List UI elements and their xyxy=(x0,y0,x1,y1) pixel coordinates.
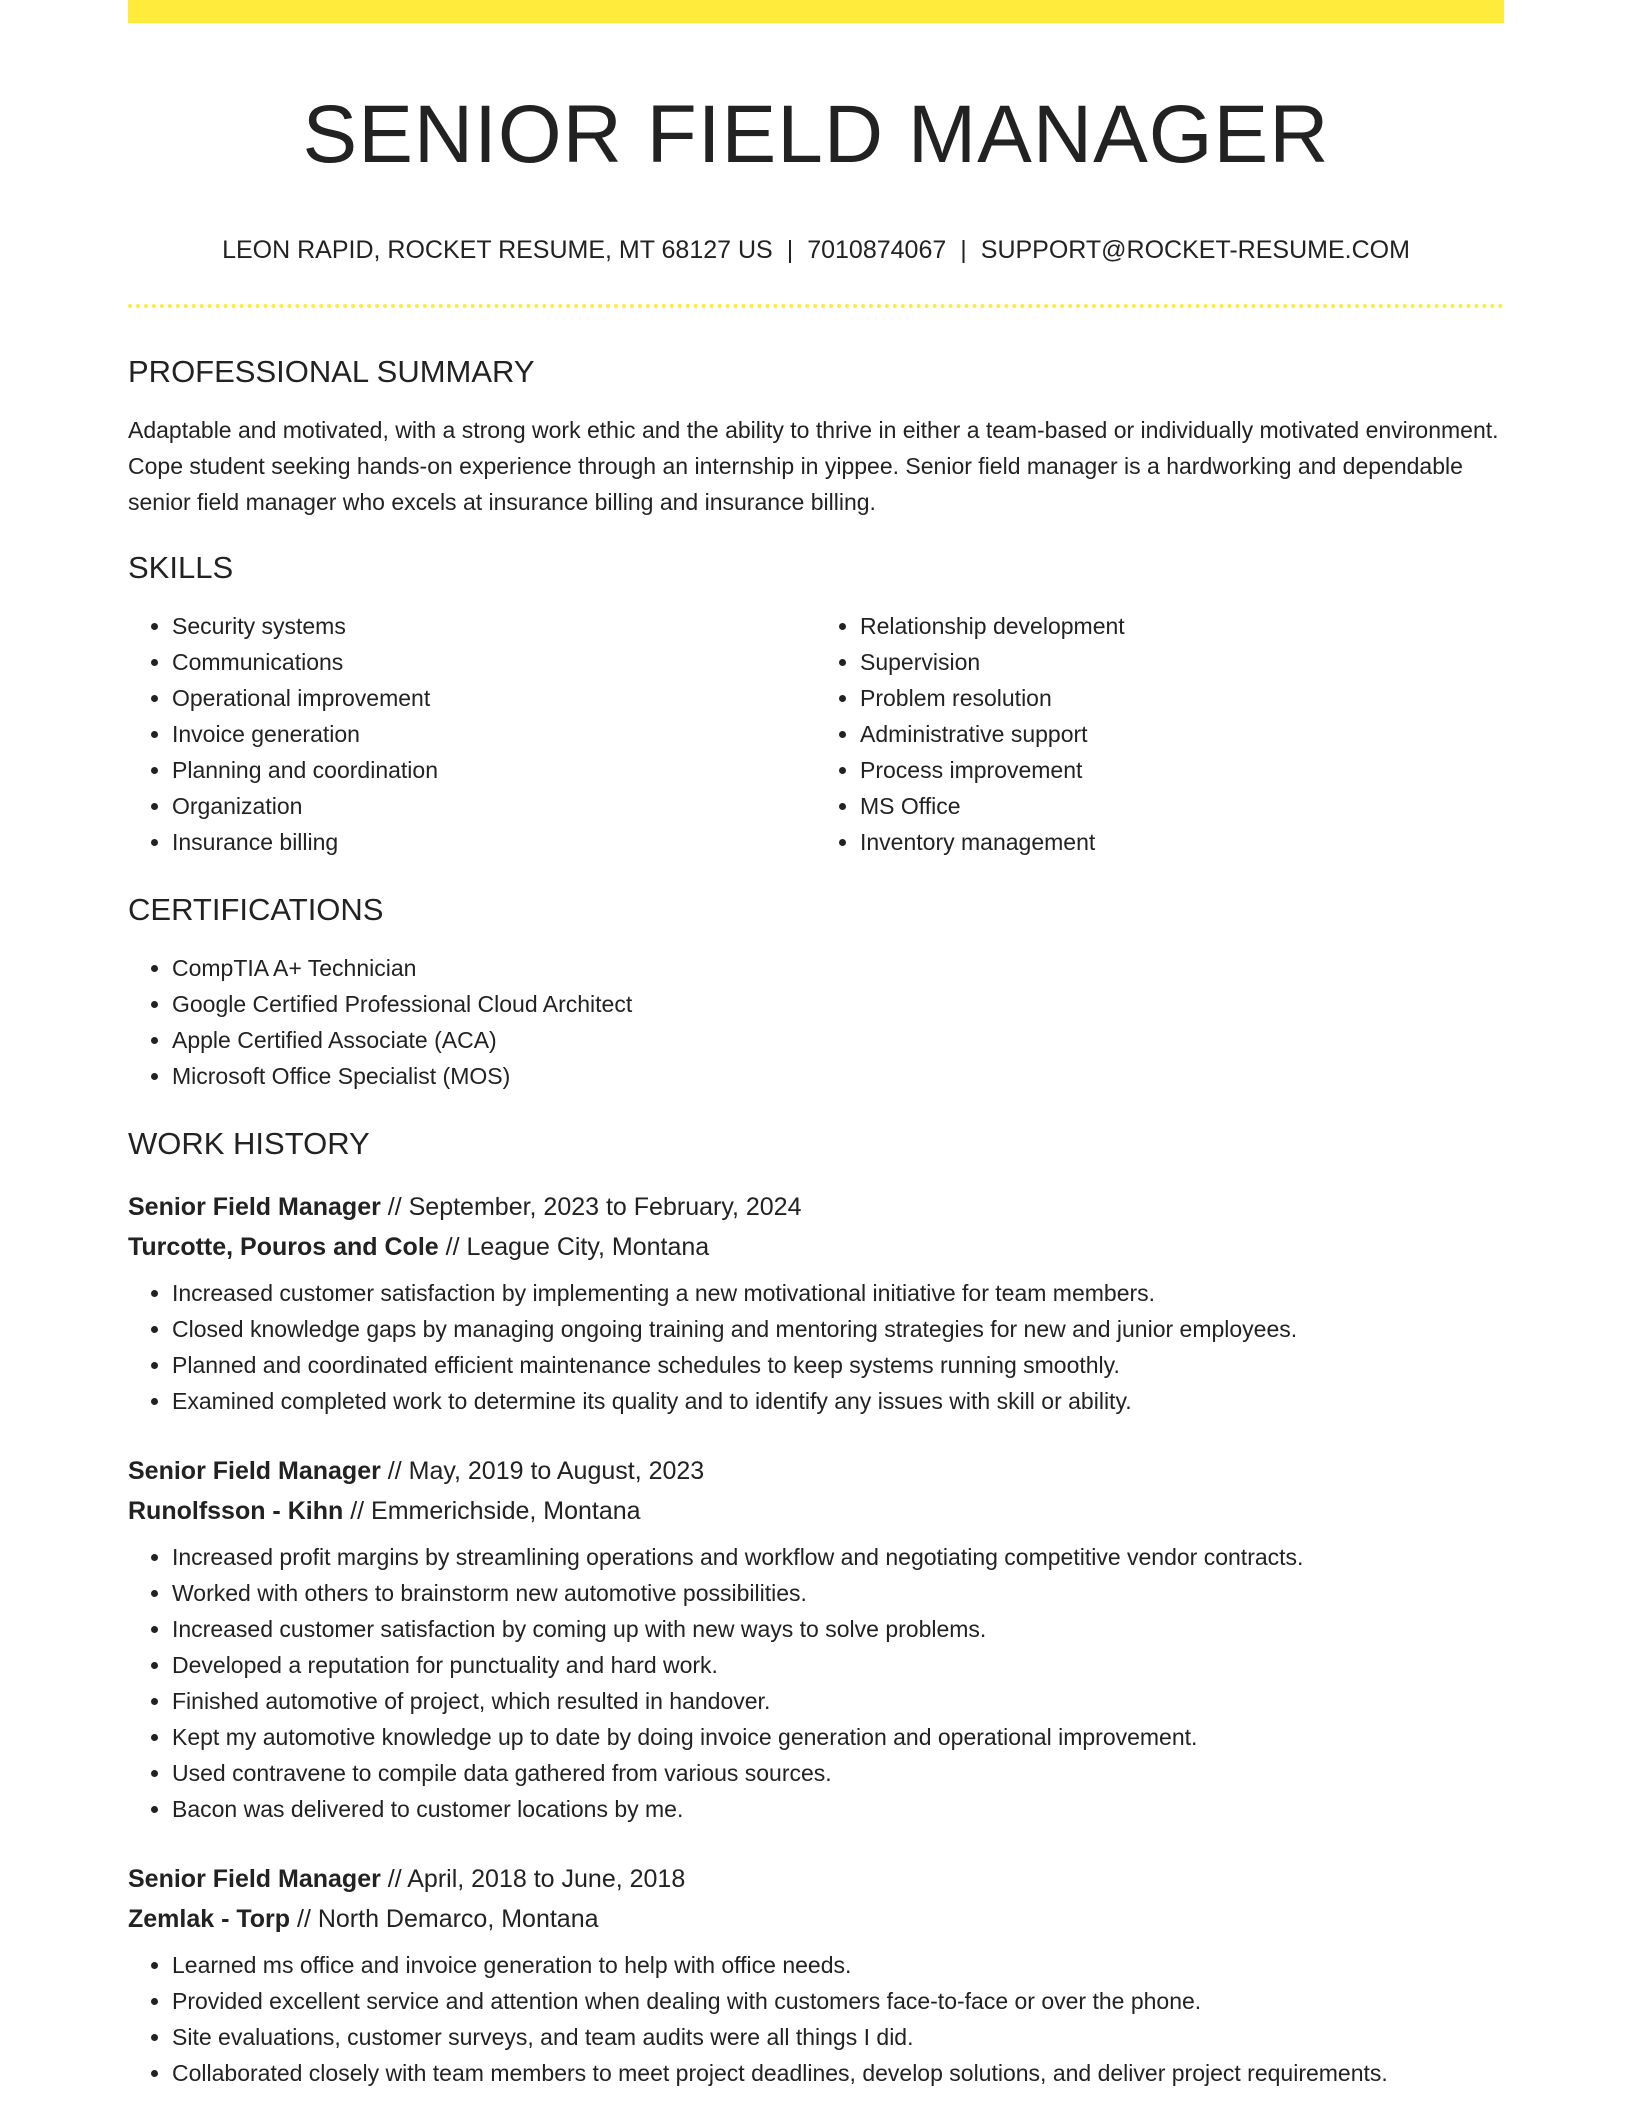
contact-separator: | xyxy=(786,236,794,264)
job-bullet: • Increased customer satisfaction by implementing a new motivational initiative for team members. xyxy=(172,1275,1504,1311)
job-dates: // April, 2018 to June, 2018 xyxy=(380,1865,686,1893)
skill-item: • Administrative support xyxy=(860,716,1504,752)
skills-list-left xyxy=(128,608,816,860)
skill-item: • Organization xyxy=(172,788,816,824)
job-company: Turcotte, Pouros and Cole xyxy=(128,1233,439,1261)
job-bullet: • Planned and coordinated efficient maintenance schedules to keep systems running smoothly. xyxy=(172,1347,1504,1383)
job-bullet: • Worked with others to brainstorm new automotive possibilities. xyxy=(172,1575,1504,1611)
skills-heading: SKILLS xyxy=(128,550,234,585)
skill-item: • Inventory management xyxy=(860,824,1504,860)
job-bullet: • Collaborated closely with team members to meet project deadlines, develop solutions, and deliver project requirements. xyxy=(172,2055,1504,2091)
contact-line xyxy=(128,235,1504,265)
skill-item: • Invoice generation xyxy=(172,716,816,752)
job-company: Runolfsson - Kihn xyxy=(128,1497,344,1525)
skill-item: • Supervision xyxy=(860,644,1504,680)
skill-item: • Process improvement xyxy=(860,752,1504,788)
job-company-line xyxy=(128,1491,1504,1531)
job-company-line xyxy=(128,1899,1504,1939)
contact-email: SUPPORT@ROCKET-RESUME.COM xyxy=(980,236,1410,264)
skill-item: • Relationship development xyxy=(860,608,1504,644)
job-bullet: • Increased profit margins by streamlining operations and workflow and negotiating competitive vendor contracts. xyxy=(172,1539,1504,1575)
skills-columns xyxy=(128,608,1504,860)
job-role: Senior Field Manager xyxy=(128,1193,381,1221)
skill-item: • Operational improvement xyxy=(172,680,816,716)
certification-item: • CompTIA A+ Technician xyxy=(172,950,1504,986)
skill-item: • Planning and coordination xyxy=(172,752,816,788)
job-location: // League City, Montana xyxy=(438,1233,710,1261)
job-bullet: • Site evaluations, customer surveys, and team audits were all things I did. xyxy=(172,2019,1504,2055)
job-role: Senior Field Manager xyxy=(128,1457,381,1485)
certification-item: • Microsoft Office Specialist (MOS) xyxy=(172,1058,1504,1094)
page-title: SENIOR FIELD MANAGER xyxy=(302,89,1330,180)
job-role: Senior Field Manager xyxy=(128,1865,381,1893)
job-title-line xyxy=(128,1187,1504,1227)
job-bullet: • Kept my automotive knowledge up to date by doing invoice generation and operational improvement. xyxy=(172,1719,1504,1755)
skill-item: • Insurance billing xyxy=(172,824,816,860)
contact-address: LEON RAPID, ROCKET RESUME, MT 68127 US xyxy=(222,236,773,264)
job-bullet: • Bacon was delivered to customer locations by me. xyxy=(172,1791,1504,1827)
skill-item: • Problem resolution xyxy=(860,680,1504,716)
skill-item: • MS Office xyxy=(860,788,1504,824)
certification-item: • Google Certified Professional Cloud Architect xyxy=(172,986,1504,1022)
job-bullet: • Used contravene to compile data gathered from various sources. xyxy=(172,1755,1504,1791)
certifications-heading: CERTIFICATIONS xyxy=(128,892,384,927)
job-bullet: • Developed a reputation for punctuality and hard work. xyxy=(172,1647,1504,1683)
job-bullet: • Increased customer satisfaction by coming up with new ways to solve problems. xyxy=(172,1611,1504,1647)
job-entry xyxy=(128,1451,1504,1827)
dotted-divider xyxy=(128,304,1504,308)
contact-phone: 7010874067 xyxy=(807,236,947,264)
summary-text: Adaptable and motivated, with a strong work ethic and the ability to thrive in either a team-based or individually motivated environment. Cope student seeking hands-on experience through an internship in yippee. Senior field manager is a hardworking and dependable senior field manager who excels at insurance billing and insurance billing. xyxy=(128,417,1499,515)
job-bullets xyxy=(128,1275,1504,1419)
job-entry xyxy=(128,1859,1504,2091)
skills-list-right xyxy=(816,608,1504,860)
skill-item: • Security systems xyxy=(172,608,816,644)
job-company-line xyxy=(128,1227,1504,1267)
resume-page xyxy=(128,0,1504,2091)
job-company: Zemlak - Torp xyxy=(128,1905,291,1933)
job-location: // North Demarco, Montana xyxy=(290,1905,599,1933)
job-bullets xyxy=(128,1947,1504,2091)
job-title-line xyxy=(128,1859,1504,1899)
contact-separator: | xyxy=(960,236,967,264)
job-entry xyxy=(128,1187,1504,1419)
job-bullet: • Closed knowledge gaps by managing ongoing training and mentoring strategies for new and junior employees. xyxy=(172,1311,1504,1347)
job-bullets xyxy=(128,1539,1504,1827)
accent-bar xyxy=(128,0,1504,23)
job-bullet: • Finished automotive of project, which resulted in handover. xyxy=(172,1683,1504,1719)
certifications-list xyxy=(128,950,1504,1094)
job-bullet: • Provided excellent service and attention when dealing with customers face-to-face or over the phone. xyxy=(172,1983,1504,2019)
job-location: // Emmerichside, Montana xyxy=(343,1497,641,1525)
skill-item: • Communications xyxy=(172,644,816,680)
certification-item: • Apple Certified Associate (ACA) xyxy=(172,1022,1504,1058)
job-bullet: • Examined completed work to determine its quality and to identify any issues with skill or ability. xyxy=(172,1383,1504,1419)
job-bullet: • Learned ms office and invoice generation to help with office needs. xyxy=(172,1947,1504,1983)
job-title-line xyxy=(128,1451,1504,1491)
summary-heading: PROFESSIONAL SUMMARY xyxy=(128,354,535,389)
job-dates: // September, 2023 to February, 2024 xyxy=(380,1193,802,1221)
work-history-heading: WORK HISTORY xyxy=(128,1126,370,1161)
job-dates: // May, 2019 to August, 2023 xyxy=(380,1457,705,1485)
